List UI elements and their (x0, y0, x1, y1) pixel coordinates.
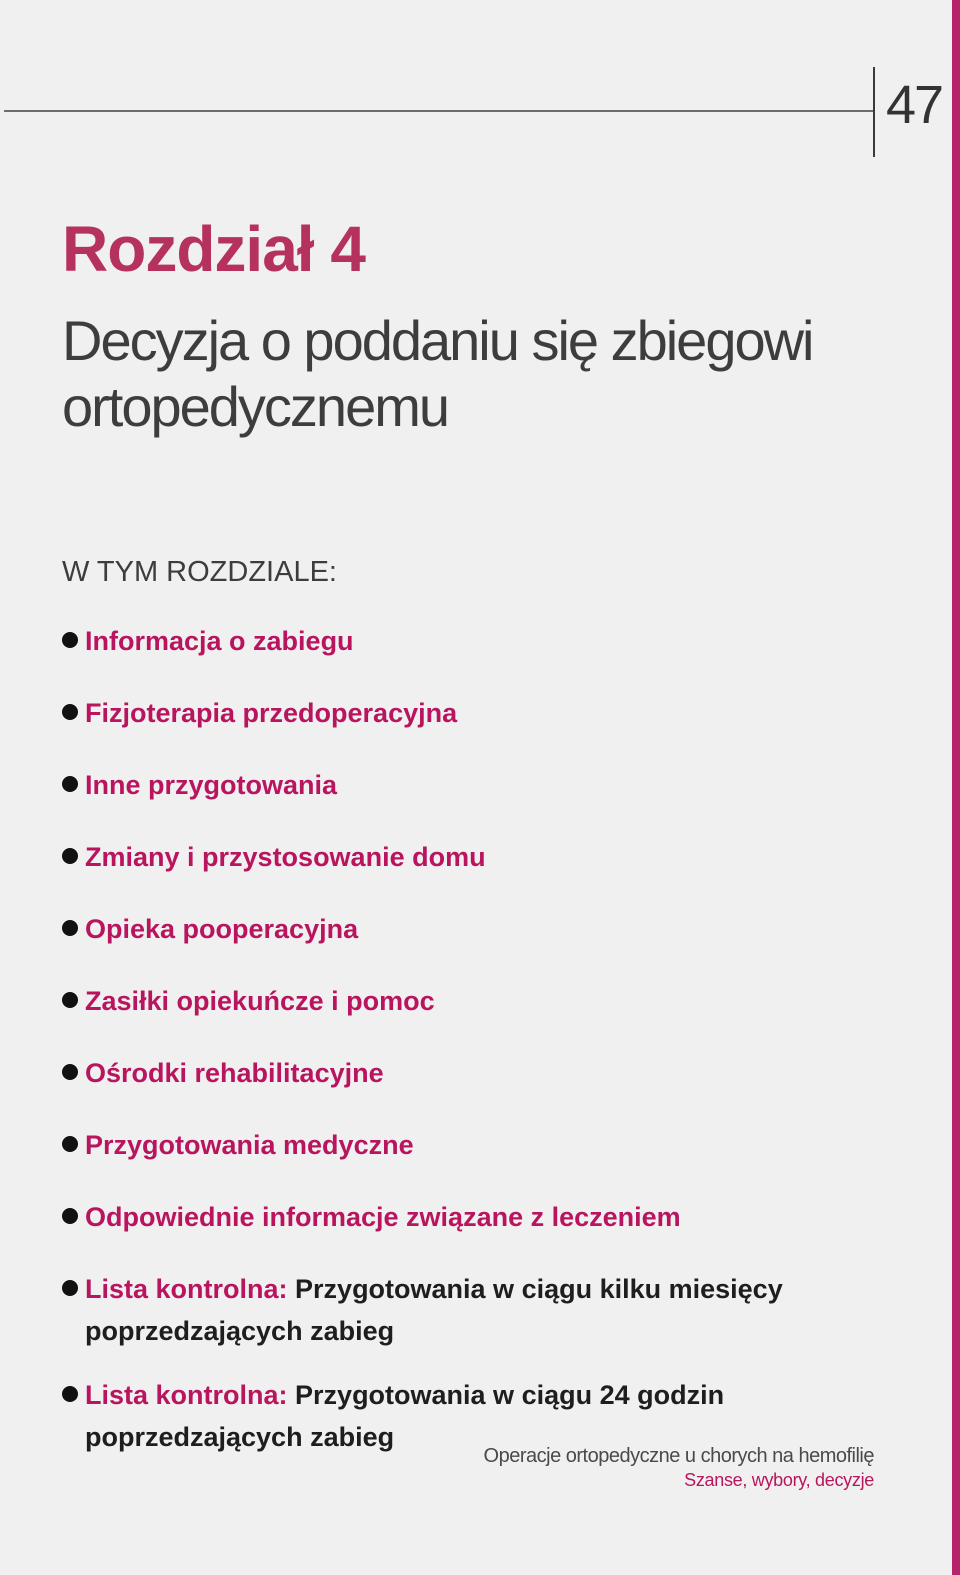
bullet-icon (62, 1064, 78, 1080)
bullet-icon (62, 848, 78, 864)
header-rule (4, 110, 874, 112)
toc-item-label: Informacja o zabiegu (85, 626, 354, 656)
toc-item (62, 692, 902, 734)
toc-list (62, 620, 902, 1480)
toc-item-label: Lista kontrolna: (85, 1274, 288, 1304)
page-edge-bar (952, 0, 960, 1575)
toc-item-label: Lista kontrolna: (85, 1380, 288, 1410)
bullet-icon (62, 1208, 78, 1224)
header-divider (873, 67, 875, 157)
toc-item (62, 620, 902, 662)
bullet-icon (62, 920, 78, 936)
toc-item (62, 764, 902, 806)
toc-item (62, 1124, 902, 1166)
toc-item-label: Odpowiednie informacje związane z leczeniem (85, 1202, 681, 1232)
footer-tagline: Szanse, wybory, decyzje (684, 1470, 874, 1490)
toc-item-checklist (62, 1268, 902, 1352)
toc-item-label: Inne przygotowania (85, 770, 338, 800)
toc-item (62, 908, 902, 950)
toc-item (62, 1052, 902, 1094)
bullet-icon (62, 776, 78, 792)
bullet-icon (62, 1280, 78, 1296)
page-number: 47 (886, 75, 943, 135)
toc-item-label: Opieka pooperacyjna (85, 914, 359, 944)
bullet-icon (62, 1386, 78, 1402)
bullet-icon (62, 704, 78, 720)
toc-item (62, 1196, 902, 1238)
toc-item-label: Zmiany i przystosowanie domu (85, 842, 486, 872)
toc-item-text: Przygotowania w ciągu 24 godzin poprzedzających zabieg (85, 1380, 725, 1452)
bullet-icon (62, 992, 78, 1008)
bullet-icon (62, 632, 78, 648)
toc-item-label: Zasiłki opiekuńcze i pomoc (85, 986, 435, 1016)
chapter-title: Rozdział 4 (62, 213, 365, 285)
toc-item-text: Przygotowania w ciągu kilku miesięcy poprzedzających zabieg (85, 1274, 783, 1346)
toc-heading: W TYM ROZDZIALE: (62, 556, 337, 588)
footer-book-title: Operacje ortopedyczne u chorych na hemofilię (483, 1445, 874, 1467)
toc-item (62, 980, 902, 1022)
toc-item-label: Ośrodki rehabilitacyjne (85, 1058, 384, 1088)
footer (484, 1443, 874, 1491)
toc-item-label: Fizjoterapia przedoperacyjna (85, 698, 458, 728)
bullet-icon (62, 1136, 78, 1152)
chapter-subtitle: Decyzja o poddaniu się zbiegowi ortopedycznemu (62, 309, 813, 438)
toc-item (62, 836, 902, 878)
toc-item-label: Przygotowania medyczne (85, 1130, 414, 1160)
